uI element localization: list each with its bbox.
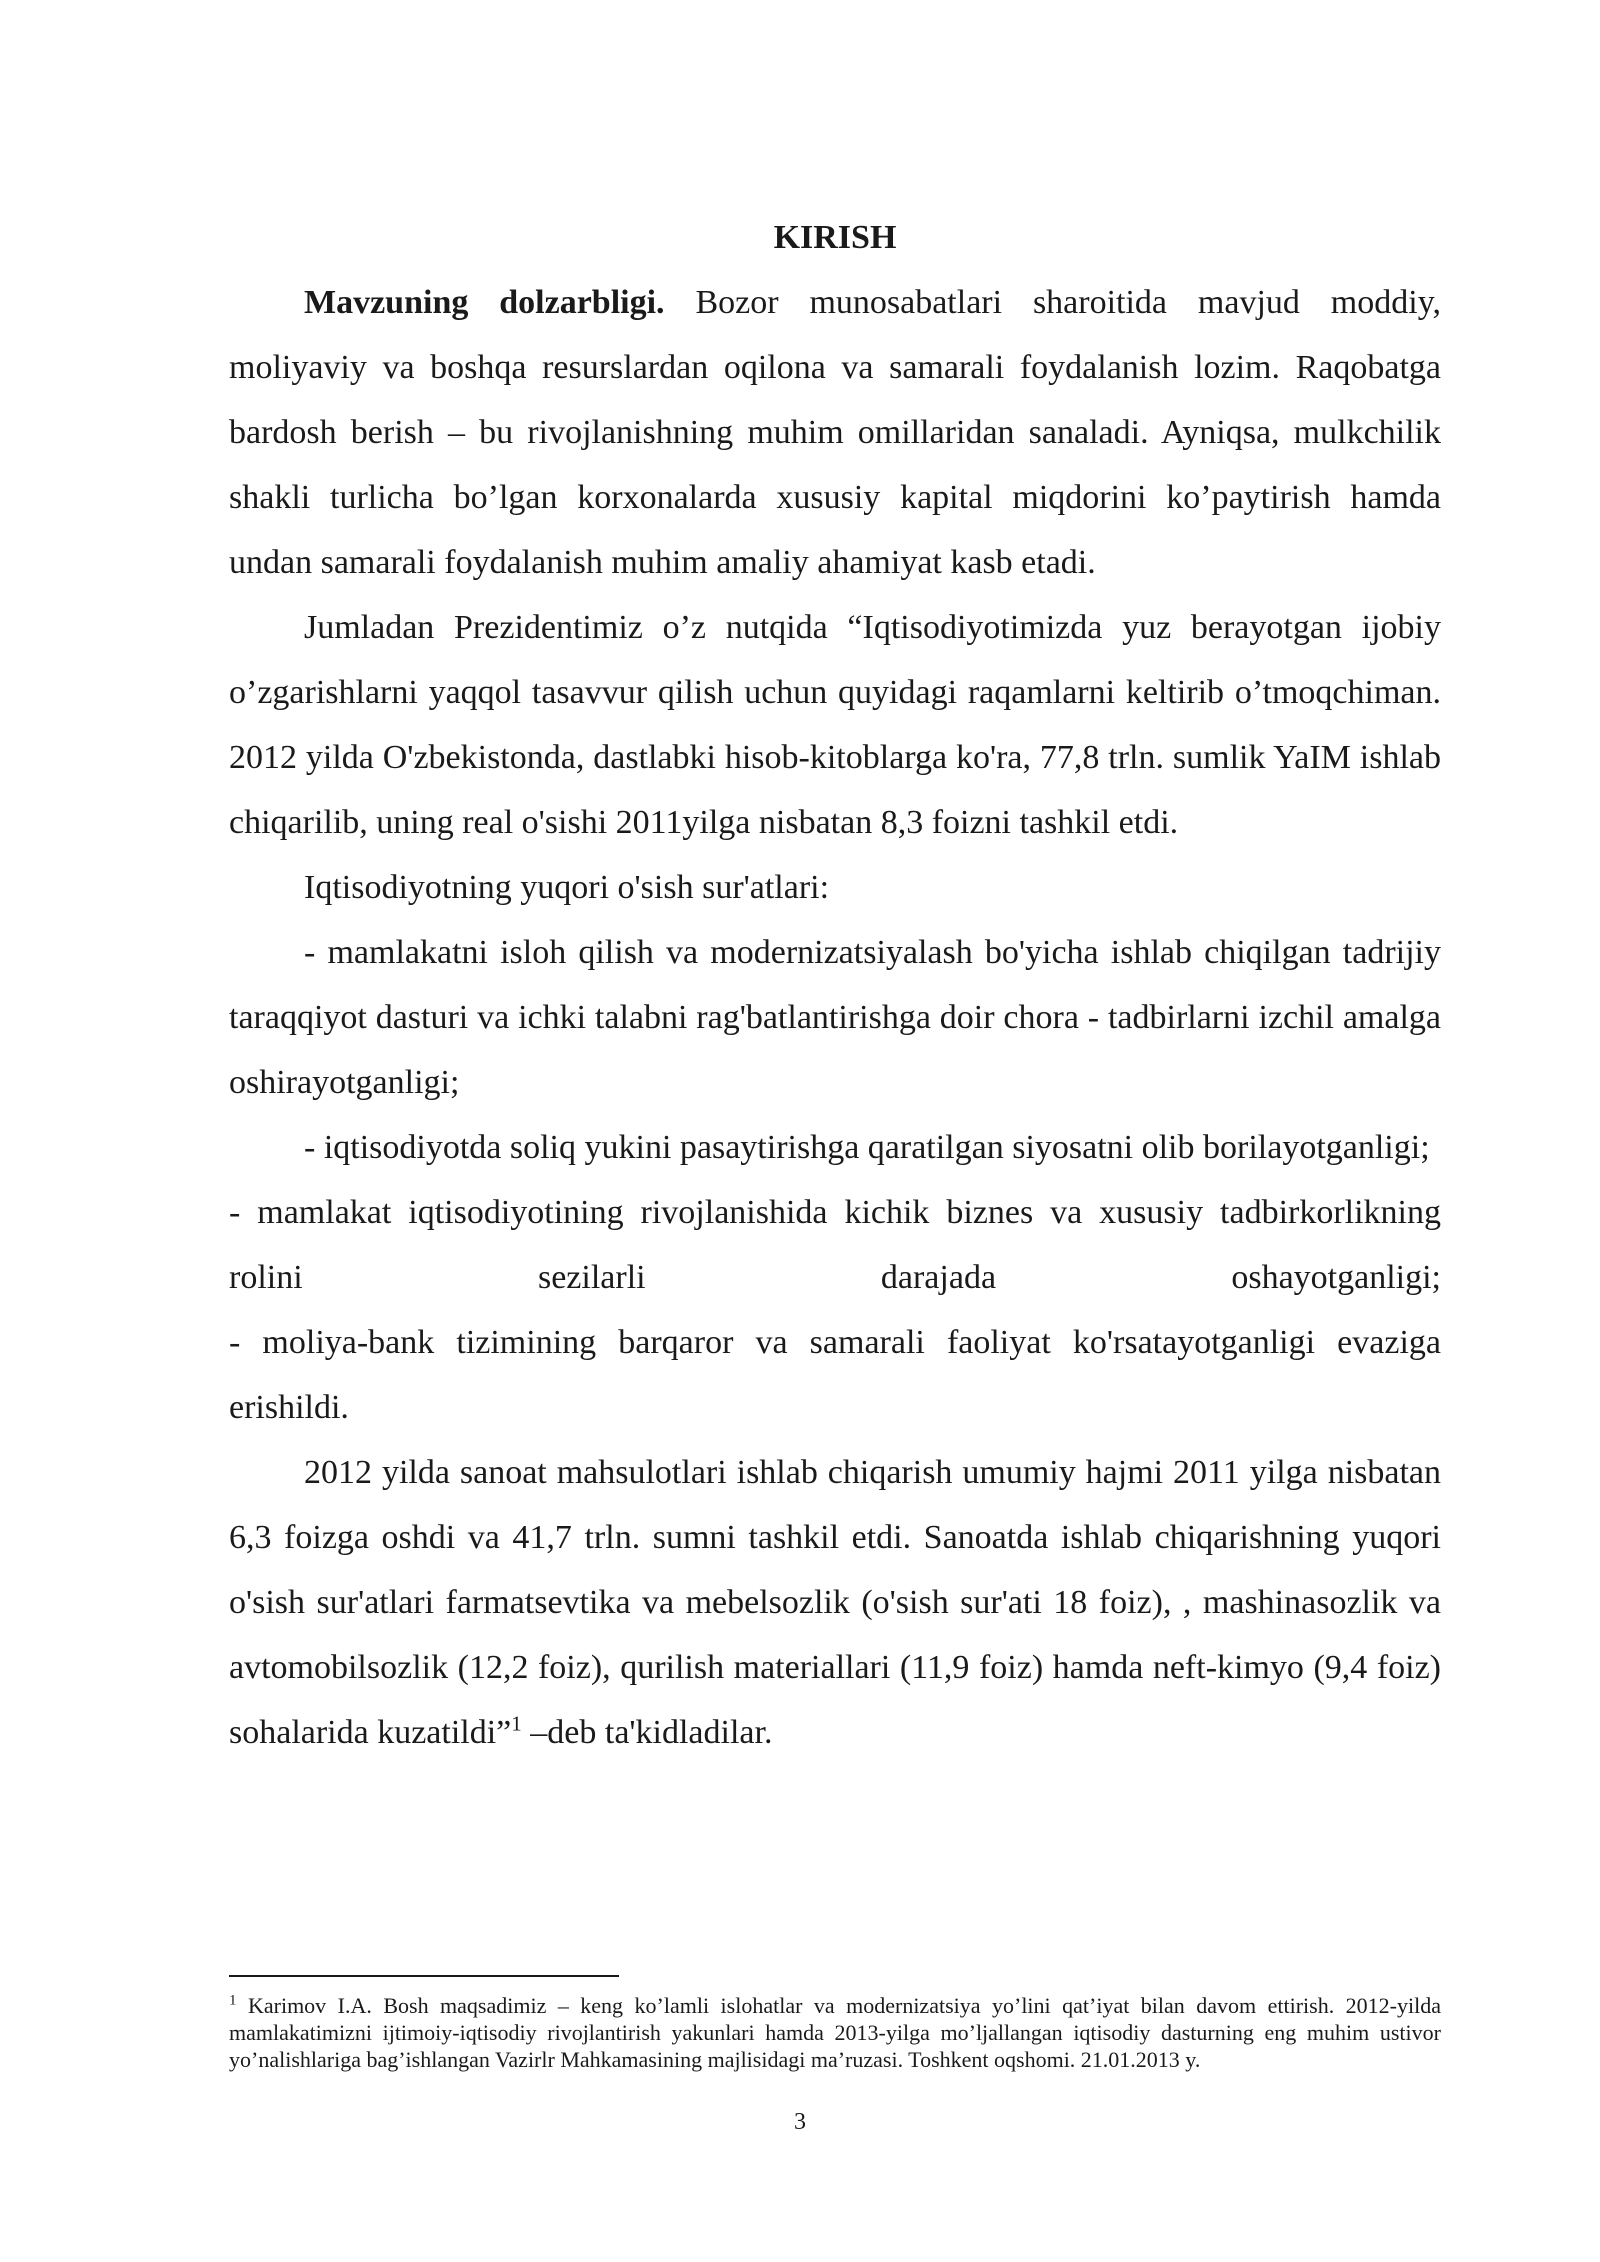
footnote-mark: 1	[229, 1992, 237, 2009]
list-item-banking: - moliya-bank tizimining barqaror va samarali faoliyat ko'rsatayotganligi evaziga erishildi.	[229, 1324, 1441, 1426]
paragraph-industry-growth	[229, 1440, 1441, 1765]
footnote-text: Karimov I.A. Bosh maqsadimiz – keng ko’lamli islohatlar va modernizatsiya yo’lini qat’iyat bilan davom ettirish. 2012-yilda mamlakatimizni ijtimoiy-iqtisodiy rivojlantirish yakunlari hamda 2013-yilga mo’ljallangan iqtisodiy dasturning eng muhim ustivor yo’nalishlariga bag’ishlangan Vazirlr Mahkamasining majlisidagi ma’ruzasi. Toshkent oqshomi. 21.01.2013 y.	[229, 1993, 1441, 2072]
footnote-reference: 1	[511, 1711, 522, 1736]
paragraph-relevance	[229, 270, 1441, 595]
list-item-modernization: - mamlakatni isloh qilish va modernizatsiyalash bo'yicha ishlab chiqilgan tadrijiy taraqqiyot dasturi va ichki talabni rag'batlantirishga doir chora - tadbirlarni izchil amalga oshirayotganligi;	[229, 934, 1441, 1101]
footnote-separator	[229, 1975, 619, 1977]
footnote	[229, 1992, 1441, 2073]
industry-growth-text: 2012 yilda sanoat mahsulotlari ishlab chiqarish umumiy hajmi 2011 yilga nisbatan 6,3 foizga oshdi va 41,7 trln. sumni tashkil etdi. Sanoatda ishlab chiqarishning yuqori o'sish sur'atlari farmatsevtika va mebelsozlik (o'sish sur'ati 18 foiz), , mashinasozlik va avtomobilsozlik (12,2 foiz), qurilish materiallari (11,9 foiz) hamda neft-kimyo (9,4 foiz) sohalarida kuzatildi”	[229, 1454, 1441, 1751]
list-item-small-business: - mamlakat iqtisodiyotining rivojlanishida kichik biznes va xususiy tadbirkorlikning rolini sezilarli darajada oshayotganligi;	[229, 1194, 1441, 1296]
industry-growth-tail: –deb ta'kidladilar.	[521, 1714, 773, 1751]
paragraph-growth-intro: Iqtisodiyotning yuqori o'sish sur'atlari:	[304, 869, 830, 906]
document-body	[229, 205, 1441, 1765]
relevance-heading: Mavzuning dolzarbligi.	[304, 284, 665, 321]
relevance-text: Bozor munosabatlari sharoitida mavjud moddiy, moliyaviy va boshqa resurslardan oqilona va samarali foydalanish lozim. Raqobatga bardosh berish – bu rivojlanishning muhim omillaridan sanaladi. Ayniqsa, mulkchilik shakli turlicha bo’lgan korxonalarda xususiy kapital miqdorini ko’paytirish hamda undan samarali foydalanish muhim amaliy ahamiyat kasb etadi.	[229, 284, 1441, 581]
page-title: KIRISH	[773, 219, 897, 256]
page-number: 3	[794, 2109, 806, 2135]
paragraph-president-speech: Jumladan Prezidentimiz o’z nutqida “Iqtisodiyotimizda yuz berayotgan ijobiy o’zgarishlarni yaqqol tasavvur qilish uchun quyidagi raqamlarni keltirib o’tmoqchiman. 2012 yilda O'zbekistonda, dastlabki hisob-kitoblarga ko'ra, 77,8 trln. sumlik YaIM ishlab chiqarilib, uning real o'sishi 2011yilga nisbatan 8,3 foizni tashkil etdi.	[229, 609, 1441, 841]
list-item-tax-policy: - iqtisodiyotda soliq yukini pasaytirishga qaratilgan siyosatni olib borilayotganligi;	[304, 1129, 1430, 1166]
